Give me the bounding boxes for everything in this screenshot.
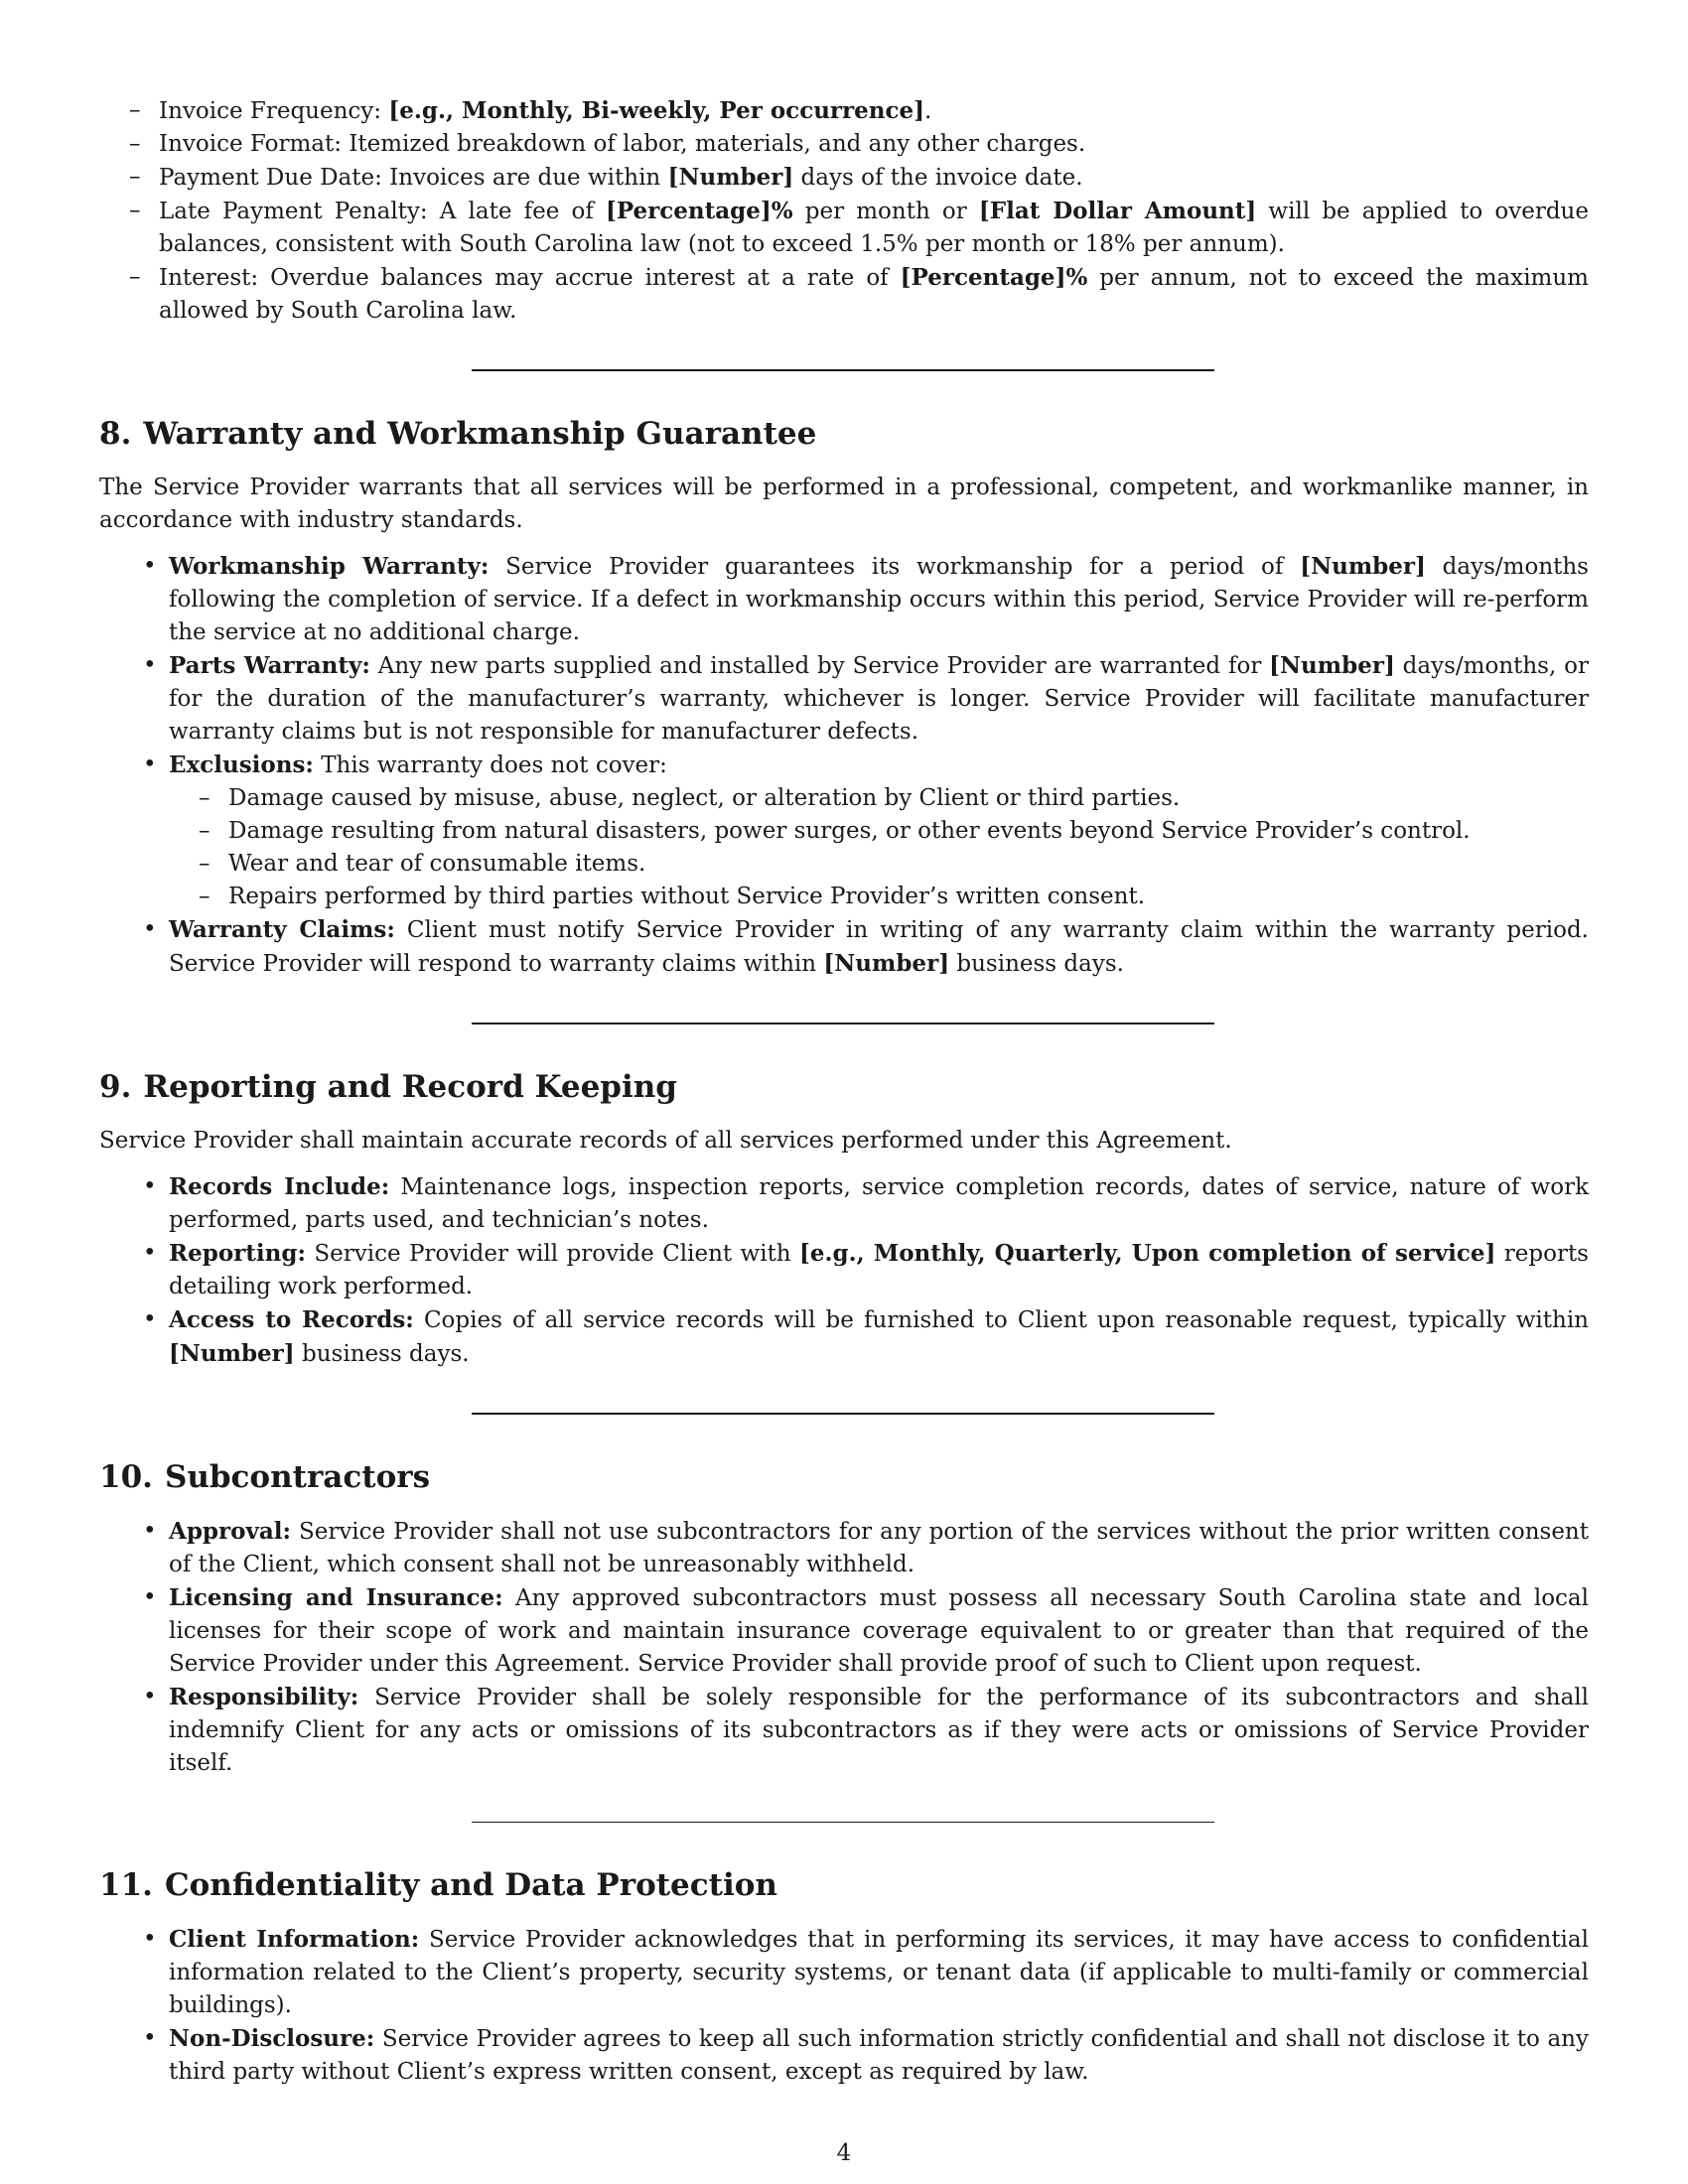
list-item: – Late Payment Penalty: A late fee of [Percentage]% per month or [Flat Dollar Amount] will be applied to overdue balances, consistent with South Carolina law (not to exceed 1.5% per month or 18% per annum). xyxy=(159,195,1589,261)
subcontractors-list xyxy=(99,1515,1589,1780)
confidentiality-list xyxy=(99,1923,1589,2089)
list-item: • Warranty Claims: Client must notify Service Provider in writing of any warranty claim within the warranty period. Service Provider will respond to warranty claims within [Number] business days. xyxy=(169,913,1589,981)
section-intro: Service Provider shall maintain accurate records of all services performed under this Agreement. xyxy=(99,1128,1232,1154)
document-page xyxy=(99,94,1589,2089)
list-item: • Responsibility: Service Provider shall be solely responsible for the performance of its subcontractors and shall indemnify Client for any acts or omissions of its subcontractors as if they were acts or omissions of Service Provider itself. xyxy=(169,1681,1589,1780)
payment-terms-list xyxy=(99,94,1589,328)
section-heading-11: 11. Confidentiality and Data Protection xyxy=(99,1867,777,1903)
warranty-list xyxy=(99,550,1589,981)
section-divider xyxy=(472,1023,1214,1024)
section-heading-9: 9. Reporting and Record Keeping xyxy=(99,1069,677,1105)
list-item: • Approval: Service Provider shall not use subcontractors for any portion of the services without the prior written consent of the Client, which consent shall not be unreasonably withheld. xyxy=(169,1515,1589,1581)
section-divider xyxy=(472,369,1214,371)
page-number: 4 xyxy=(836,2140,852,2166)
list-item: – Damage caused by misuse, abuse, neglect, or alteration by Client or third parties. xyxy=(228,782,1589,815)
list-item: – Invoice Frequency: [e.g., Monthly, Bi-weekly, Per occurrence]. xyxy=(159,94,1589,128)
list-item: • Access to Records: Copies of all service records will be furnished to Client upon reasonable request, typically within [Number] business days. xyxy=(169,1303,1589,1371)
list-item: • Parts Warranty: Any new parts supplied and installed by Service Provider are warranted for [Number] days/months, or for the duration of the manufacturer’s warranty, whichever is longer. Service Provider will facilitate manufacturer warranty claims but is not responsible for manufacturer defects. xyxy=(169,649,1589,749)
list-item: – Wear and tear of consumable items. xyxy=(228,848,1589,881)
list-item: • Client Information: Service Provider acknowledges that in performing its services, it may have access to confidential information related to the Client’s property, security systems, or tenant data (if applicable to multi-family or commercial buildings). xyxy=(169,1923,1589,2022)
list-item: – Interest: Overdue balances may accrue interest at a rate of [Percentage]% per annum, not to exceed the maximum allowed by South Carolina law. xyxy=(159,261,1589,328)
section-divider xyxy=(472,1413,1214,1415)
list-item: – Payment Due Date: Invoices are due within [Number] days of the invoice date. xyxy=(159,161,1589,195)
list-item: • Workmanship Warranty: Service Provider guarantees its workmanship for a period of [Number] days/months following the completion of service. If a defect in workmanship occurs within this period, Service Provider will re-perform the service at no additional charge. xyxy=(169,550,1589,649)
list-item: • Records Include: Maintenance logs, inspection reports, service completion records, dates of service, nature of work performed, parts used, and technician’s notes. xyxy=(169,1170,1589,1237)
list-item: – Invoice Format: Itemized breakdown of labor, materials, and any other charges. xyxy=(159,128,1589,161)
list-item: – Repairs performed by third parties without Service Provider’s written consent. xyxy=(228,881,1589,913)
section-intro: The Service Provider warrants that all services will be performed in a professional, competent, and workmanlike manner, in accordance with industry standards. xyxy=(99,475,1589,533)
list-item: • Reporting: Service Provider will provide Client with [e.g., Monthly, Quarterly, Upon completion of service] reports detailing work performed. xyxy=(169,1237,1589,1303)
section-divider xyxy=(472,1822,1214,1823)
list-item: • Non-Disclosure: Service Provider agrees to keep all such information strictly confidential and shall not disclose it to any third party without Client’s express written consent, except as required by law. xyxy=(169,2022,1589,2089)
section-heading-8: 8. Warranty and Workmanship Guarantee xyxy=(99,416,817,452)
records-list xyxy=(99,1170,1589,1371)
exclusions-list xyxy=(169,782,1589,913)
list-item: – Damage resulting from natural disasters, power surges, or other events beyond Service Provider’s control. xyxy=(228,815,1589,848)
list-item: • Licensing and Insurance: Any approved subcontractors must possess all necessary South Carolina state and local licenses for their scope of work and maintain insurance coverage equivalent to or greater than that required of the Service Provider under this Agreement. Service Provider shall provide proof of such to Client upon request. xyxy=(169,1581,1589,1681)
section-heading-10: 10. Subcontractors xyxy=(99,1459,431,1495)
list-item: • Exclusions: This warranty does not cover: – Damage caused by misuse, abuse, neglect, or alteration by Client or third parties. – Damage resulting from natural disasters, power surges, or other events beyond Service Provider’s control. – Wear and tear of consumable items. – Repairs performed by third parties without Service Provider’s written consent. xyxy=(169,749,1589,913)
